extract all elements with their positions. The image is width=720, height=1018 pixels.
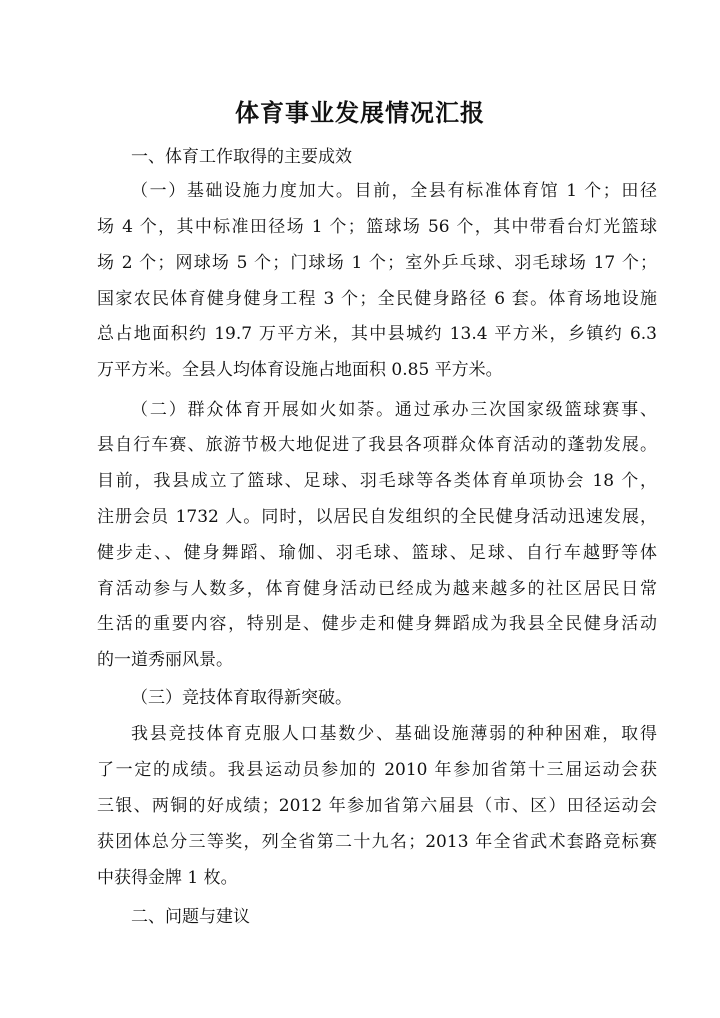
section-heading-problems-suggestions: 二、问题与建议 — [131, 907, 250, 927]
paragraph-line: 的一道秀丽风景。 — [97, 650, 233, 670]
paragraph-line: 了一定的成绩。我县运动员参加的 2010 年参加省第十三届运动会获 — [97, 760, 657, 780]
paragraph-line: 健步走、、健身舞蹈、瑜伽、羽毛球、篮球、足球、自行车越野等体 — [97, 543, 657, 563]
paragraph-line: （一）基础设施力度加大。目前，全县有标准体育馆 1 个；田径 — [131, 181, 657, 201]
paragraph-line: 场 2 个；网球场 5 个；门球场 1 个；室外乒乓球、羽毛球场 17 个； — [97, 253, 657, 273]
paragraph-line: 注册会员 1732 人。同时，以居民自发组织的全民健身活动迅速发展， — [97, 507, 657, 527]
paragraph-line: 我县竞技体育克服人口基数少、基础设施薄弱的种种困难，取得 — [131, 724, 657, 744]
paragraph-line: 获团体总分三等奖，列全省第二十九名；2013 年全省武术套路竞标赛 — [97, 832, 657, 852]
paragraph-line: 总占地面积约 19.7 万平方米，其中县城约 13.4 平方米，乡镇约 6.3 — [97, 324, 657, 344]
section-heading-achievements: 一、体育工作取得的主要成效 — [131, 147, 352, 167]
paragraph-line: 生活的重要内容，特别是、健步走和健身舞蹈成为我县全民健身活动 — [97, 614, 657, 634]
subsection-heading-competitive-sports: （三）竞技体育取得新突破。 — [131, 688, 352, 708]
paragraph-line: 县自行车赛、旅游节极大地促进了我县各项群众体育活动的蓬勃发展。 — [97, 435, 657, 455]
paragraph-line: 三银、两铜的好成绩；2012 年参加省第六届县（市、区）田径运动会 — [97, 796, 657, 816]
document-title: 体育事业发展情况汇报 — [235, 98, 485, 127]
paragraph-line: 中获得金牌 1 枚。 — [97, 868, 238, 888]
paragraph-line: 目前，我县成立了篮球、足球、羽毛球等各类体育单项协会 18 个， — [97, 471, 657, 491]
paragraph-line: 万平方米。全县人均体育设施占地面积 0.85 平方米。 — [97, 360, 503, 380]
paragraph-line: 国家农民体育健身健身工程 3 个；全民健身路径 6 套。体育场地设施 — [97, 289, 657, 309]
paragraph-line: 育活动参与人数多，体育健身活动已经成为越来越多的社区居民日常 — [97, 579, 657, 599]
paragraph-line: 场 4 个，其中标准田径场 1 个；篮球场 56 个，其中带看台灯光篮球 — [97, 217, 657, 237]
paragraph-line: （二）群众体育开展如火如荼。通过承办三次国家级篮球赛事、 — [131, 400, 657, 420]
